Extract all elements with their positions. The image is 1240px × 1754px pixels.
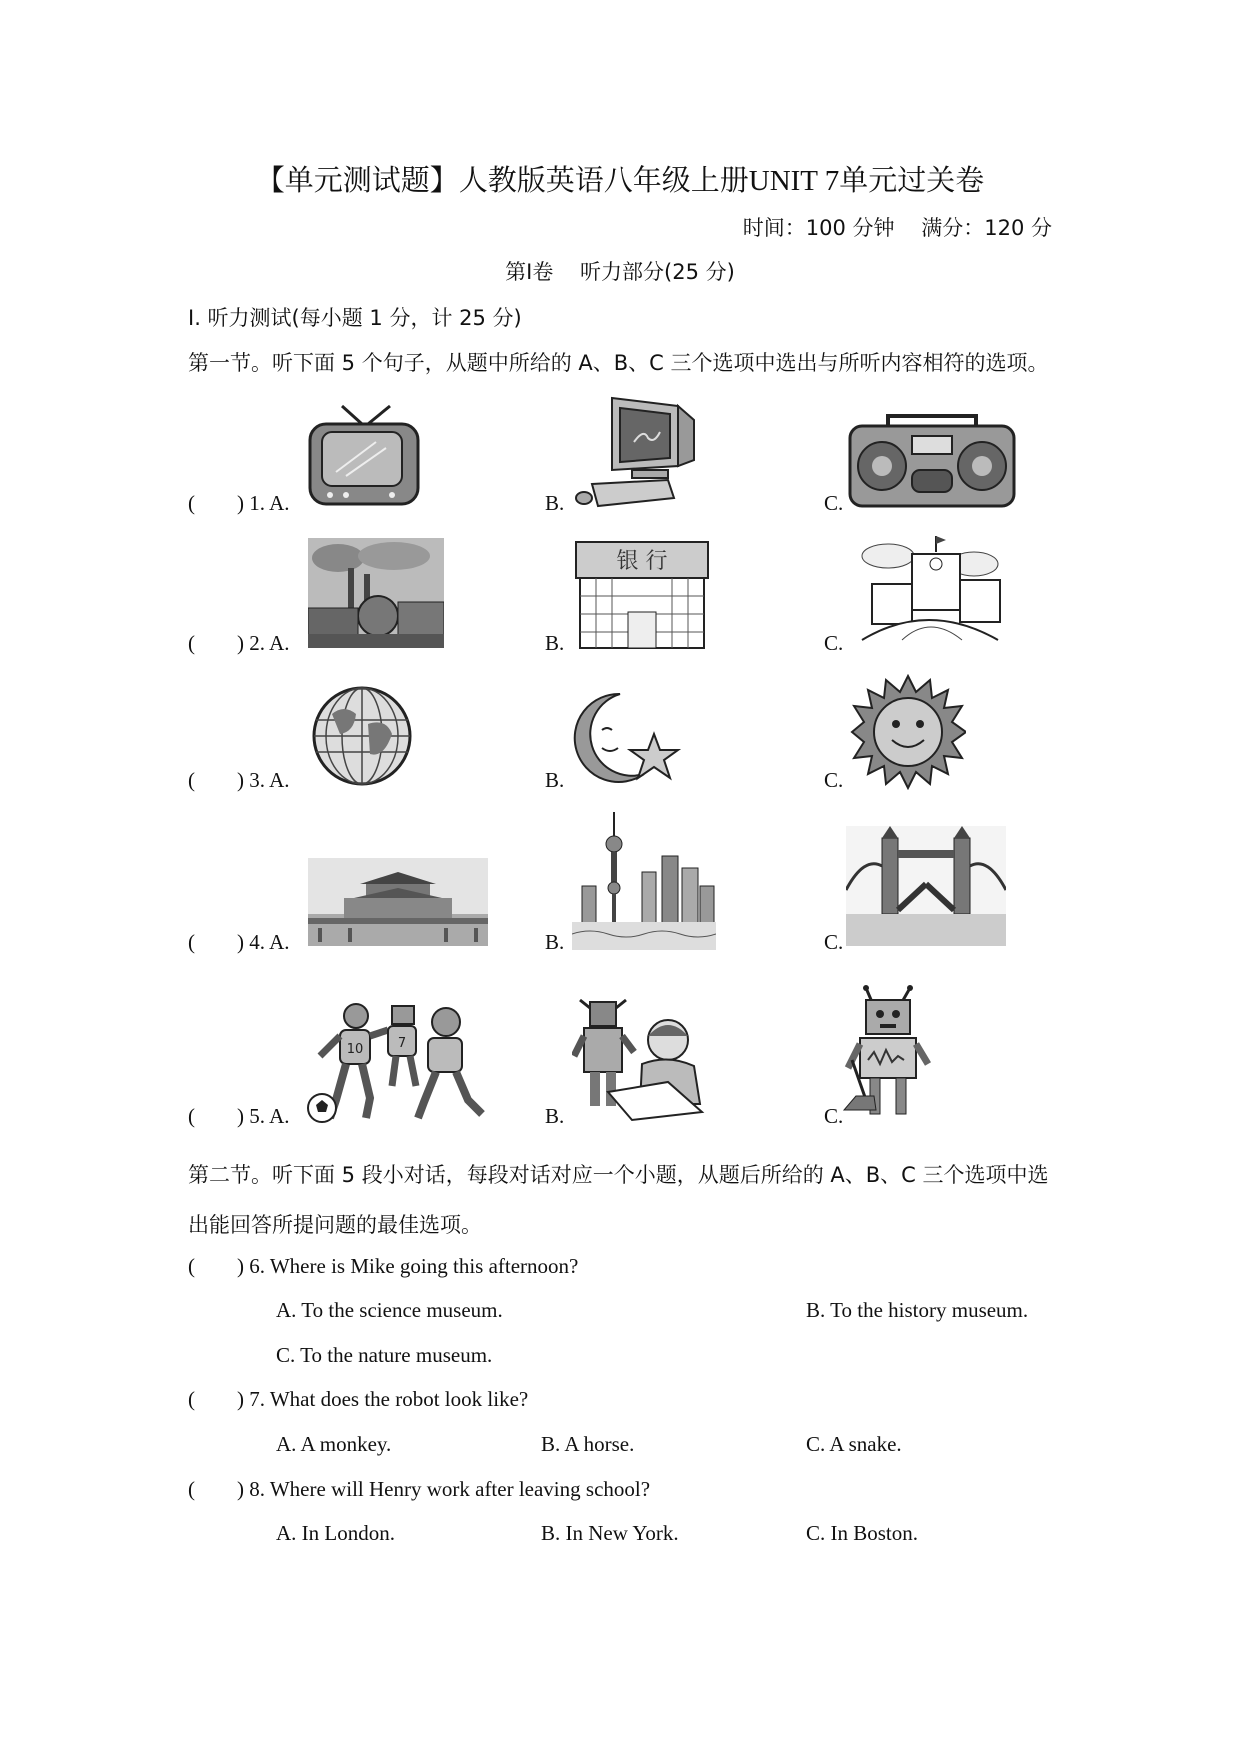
time-score-info: 时间：100 分钟 满分：120 分 bbox=[742, 216, 1052, 240]
q3-number: ( ) 3. A. bbox=[188, 768, 290, 792]
q2-option-b: B. bbox=[545, 631, 565, 655]
q6-question: ( ) 6. Where is Mike going this afternoon? bbox=[188, 1254, 579, 1278]
page-title bbox=[0, 158, 1240, 199]
robot-sweeping-icon bbox=[842, 984, 942, 1118]
tower-bridge-icon bbox=[846, 826, 1006, 946]
title-cn: 【单元测试题】人教版英语八年级上册 bbox=[255, 163, 749, 197]
q5-number: ( ) 5. A. bbox=[188, 1104, 290, 1128]
q3-option-c: C. bbox=[824, 768, 844, 792]
q5-option-b: B. bbox=[545, 1104, 565, 1128]
title-tail: 单元过关卷 bbox=[839, 163, 985, 197]
q4-option-c: C. bbox=[824, 930, 844, 954]
sun-icon bbox=[850, 674, 966, 790]
globe-icon bbox=[310, 684, 414, 788]
bank-icon bbox=[574, 538, 710, 650]
jersey-number-2: 7 bbox=[397, 1036, 407, 1051]
q7-question: ( ) 7. What does the robot look like? bbox=[188, 1387, 529, 1411]
q1-option-c: C. bbox=[824, 491, 844, 515]
q8-option-b: B. In New York. bbox=[541, 1521, 679, 1545]
computer-icon bbox=[572, 394, 704, 512]
q2-number: ( ) 2. A. bbox=[188, 631, 290, 655]
shanghai-skyline-icon bbox=[572, 812, 716, 950]
town-icon bbox=[852, 530, 1004, 648]
moon-star-icon bbox=[572, 690, 682, 786]
listening-subheading: Ⅰ. 听力测试(每小题 1 分，计 25 分) bbox=[188, 306, 522, 330]
q6-option-c: C. To the nature museum. bbox=[276, 1343, 493, 1367]
robot-reading-icon bbox=[572, 996, 708, 1122]
q8-option-a: A. In London. bbox=[276, 1521, 395, 1545]
title-unit: UNIT 7 bbox=[748, 165, 840, 197]
q8-question: ( ) 8. Where will Henry work after leaving school? bbox=[188, 1477, 651, 1501]
factory-city-icon bbox=[308, 538, 444, 648]
q4-option-b: B. bbox=[545, 930, 565, 954]
part-heading: 第Ⅰ卷 听力部分(25 分) bbox=[505, 260, 735, 284]
q4-number: ( ) 4. A. bbox=[188, 930, 290, 954]
q6-option-b: B. To the history museum. bbox=[806, 1298, 1029, 1322]
robots-soccer-icon bbox=[306, 1000, 492, 1126]
q3-option-b: B. bbox=[545, 768, 565, 792]
q7-option-a: A. A monkey. bbox=[276, 1432, 392, 1456]
jersey-number-1: 10 bbox=[346, 1042, 364, 1057]
q6-option-a: A. To the science museum. bbox=[276, 1298, 503, 1322]
tiananmen-icon bbox=[308, 858, 488, 946]
radio-icon bbox=[848, 412, 1016, 508]
bank-sign-text: 银 行 bbox=[616, 549, 668, 574]
q2-option-c: C. bbox=[824, 631, 844, 655]
q7-option-c: C. A snake. bbox=[806, 1432, 902, 1456]
section1-instructions: 第一节。听下面 5 个句子，从题中所给的 A、B、C 三个选项中选出与所听内容相符的选项。 bbox=[188, 351, 1049, 375]
section2-instructions-line1: 第二节。听下面 5 段小对话，每段对话对应一个小题，从题后所给的 A、B、C 三个选项中选 bbox=[188, 1163, 1049, 1187]
q5-option-c: C. bbox=[824, 1104, 844, 1128]
tv-icon bbox=[306, 402, 424, 510]
section2-instructions-line2: 出能回答所提问题的最佳选项。 bbox=[188, 1213, 482, 1237]
q1-number: ( ) 1. A. bbox=[188, 491, 290, 515]
q1-option-b: B. bbox=[545, 491, 565, 515]
q7-option-b: B. A horse. bbox=[541, 1432, 635, 1456]
q8-option-c: C. In Boston. bbox=[806, 1521, 919, 1545]
